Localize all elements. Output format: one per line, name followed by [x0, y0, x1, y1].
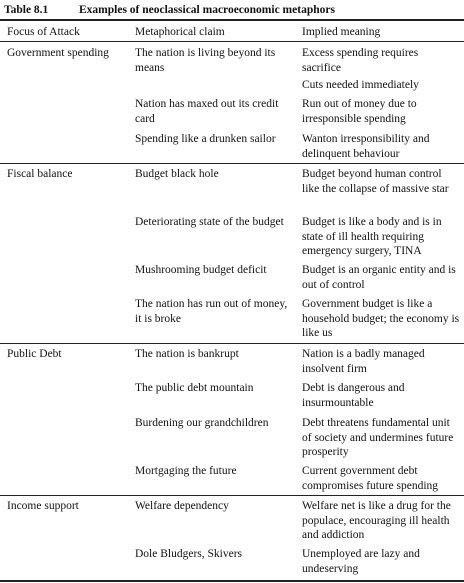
meaning-cell: Budget beyond human control like the collapse of massive star [302, 168, 449, 195]
meaning-cell: Unemployed are lazy and undeserving [302, 548, 420, 575]
claim-cell: Deteriorating state of the budget [135, 216, 284, 228]
meaning-cell: Run out of money due to irresponsible spending [302, 98, 417, 125]
claim-cell: Mortgaging the future [135, 465, 237, 477]
group-rule [0, 163, 464, 164]
meaning-cell: Current government debt compromises future spending [302, 465, 439, 492]
claim-cell: Burdening our grandchildren [135, 417, 269, 429]
meaning-cell: Excess spending requires sacrifice [302, 47, 419, 74]
meaning-cell: Debt threatens fundamental unit of society and undermines future prosperity [302, 417, 454, 458]
group-rule [0, 343, 464, 344]
claim-cell: Mushrooming budget deficit [135, 264, 267, 276]
header-meaning: Implied meaning [302, 26, 381, 38]
table-number: Table 8.1 [4, 4, 49, 16]
top-rule [0, 19, 464, 21]
group-focus: Government spending [7, 47, 109, 59]
claim-cell: The nation is bankrupt [135, 348, 239, 360]
meaning-cell: Government budget is like a household budget; the economy is like us [302, 298, 460, 339]
table-title: Examples of neoclassical macroeconomic metaphors [79, 4, 335, 16]
claim-cell: Welfare dependency [135, 500, 229, 512]
header-claim: Metaphorical claim [135, 26, 225, 38]
meaning-cell: Budget is an organic entity and is out of control [302, 264, 456, 291]
claim-cell: Dole Bludgers, Skivers [135, 548, 243, 560]
header-focus: Focus of Attack [7, 26, 80, 38]
meaning-cell: Nation is a badly managed insolvent firm [302, 348, 425, 375]
bottom-rule [0, 580, 464, 582]
meaning-cell: Budget is like a body and is in state of ill health requiring emergency surgery, TINA [302, 216, 442, 257]
group-focus: Public Debt [7, 348, 62, 360]
group-rule [0, 495, 464, 496]
meaning-cell: Cuts needed immediately [302, 79, 419, 91]
claim-cell: The nation is living beyond its means [135, 47, 276, 74]
table-caption [4, 2, 335, 18]
claim-cell: Nation has maxed out its credit card [135, 98, 279, 125]
claim-cell: Spending like a drunken sailor [135, 133, 276, 145]
header-rule [0, 41, 464, 42]
group-focus: Fiscal balance [7, 168, 73, 180]
claim-cell: Budget black hole [135, 168, 219, 180]
claim-cell: The public debt mountain [135, 382, 254, 394]
meaning-cell: Wanton irresponsibility and delinquent behaviour [302, 133, 430, 160]
group-focus: Income support [7, 500, 79, 512]
meaning-cell: Welfare net is like a drug for the populace, encouraging ill health and addiction [302, 500, 451, 541]
claim-cell: The nation has run out of money, it is broke [135, 298, 288, 325]
meaning-cell: Debt is dangerous and insurmountable [302, 382, 405, 409]
